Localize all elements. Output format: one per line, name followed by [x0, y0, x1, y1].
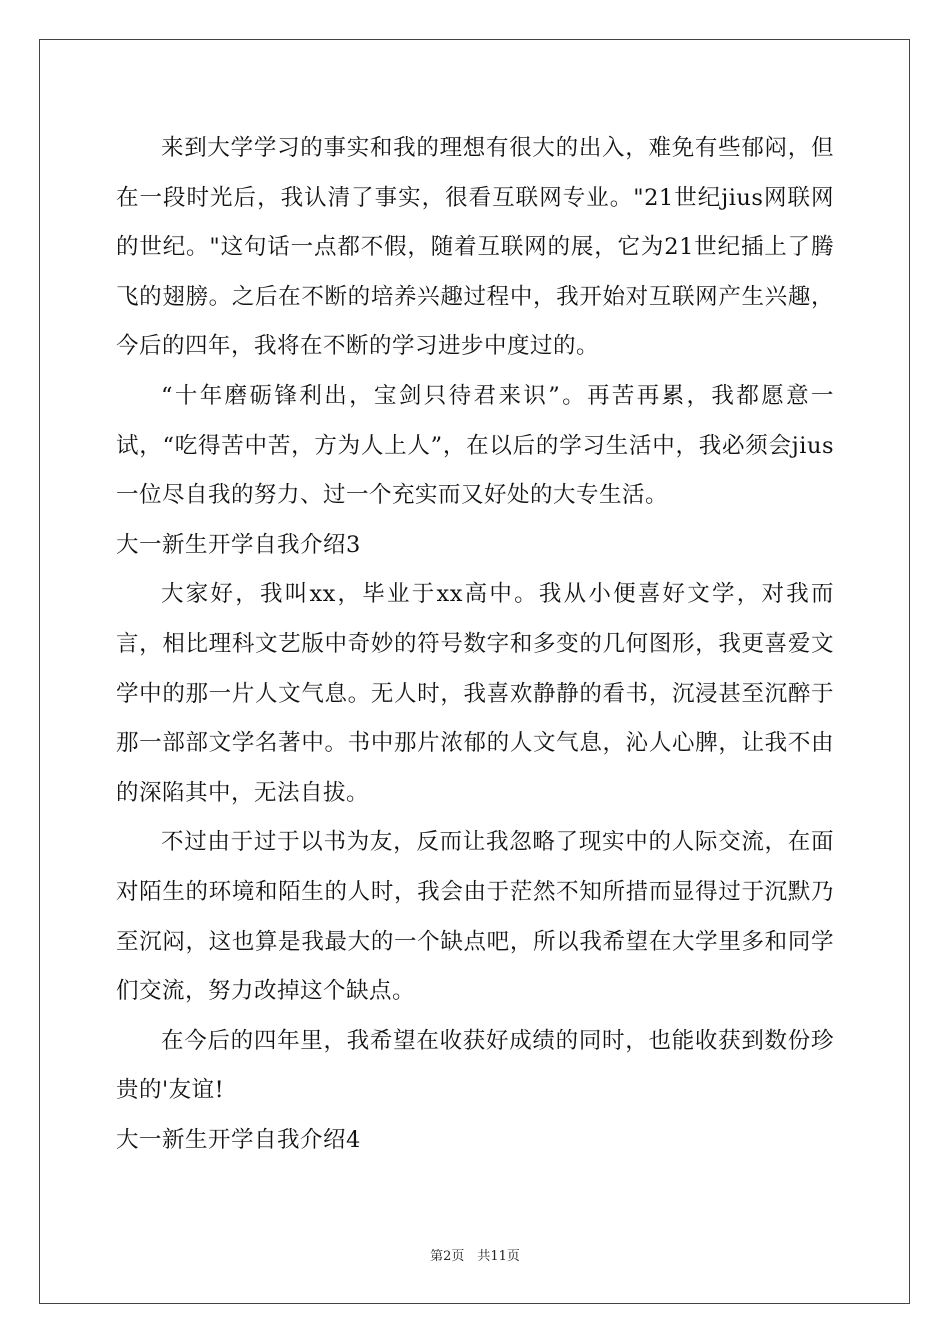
- page-footer: 第2页 共11页: [430, 1249, 520, 1264]
- document-body: [116, 124, 834, 1165]
- section-heading: 大一新生开学自我介绍4: [116, 1126, 361, 1153]
- paragraph: 不过由于过于以书为友，反而让我忽略了现实中的人际交流，在面对陌生的环境和陌生的人时，我会由于茫然不知所措而显得过于沉默乃至沉闷，这也算是我最大的一个缺点吧，所以我希望在大学里多和同学们交流，努力改掉这个缺点。: [116, 829, 834, 1005]
- paragraph: 来到大学学习的事实和我的理想有很大的出入，难免有些郁闷，但在一段时光后，我认清了事实，很看互联网专业。"21世纪jius网联网的世纪。"这句话一点都不假，随着互联网的展，它为21世纪插上了腾飞的翅膀。之后在不断的培养兴趣过程中，我开始对互联网产生兴趣，今后的四年，我将在不断的学习进步中度过的。: [116, 135, 834, 360]
- paragraph: 在今后的四年里，我希望在收获好成绩的同时，也能收获到数份珍贵的'友谊!: [116, 1027, 834, 1104]
- paragraph: 大家好，我叫xx，毕业于xx高中。我从小便喜好文学，对我而言，相比理科文艺版中奇妙的符号数字和多变的几何图形，我更喜爱文学中的那一片人文气息。无人时，我喜欢静静的看书，沉浸甚至沉醉于那一部部文学名著中。书中那片浓郁的人文气息，沁人心脾，让我不由的深陷其中，无法自拔。: [116, 581, 834, 806]
- section-heading: 大一新生开学自我介绍3: [116, 531, 361, 558]
- paragraph: “十年磨砺锋利出，宝剑只待君来识”。再苦再累，我都愿意一试，“吃得苦中苦，方为人上人”，在以后的学习生活中，我必须会jius一位尽自我的努力、过一个充实而又好处的大专生活。: [116, 382, 834, 509]
